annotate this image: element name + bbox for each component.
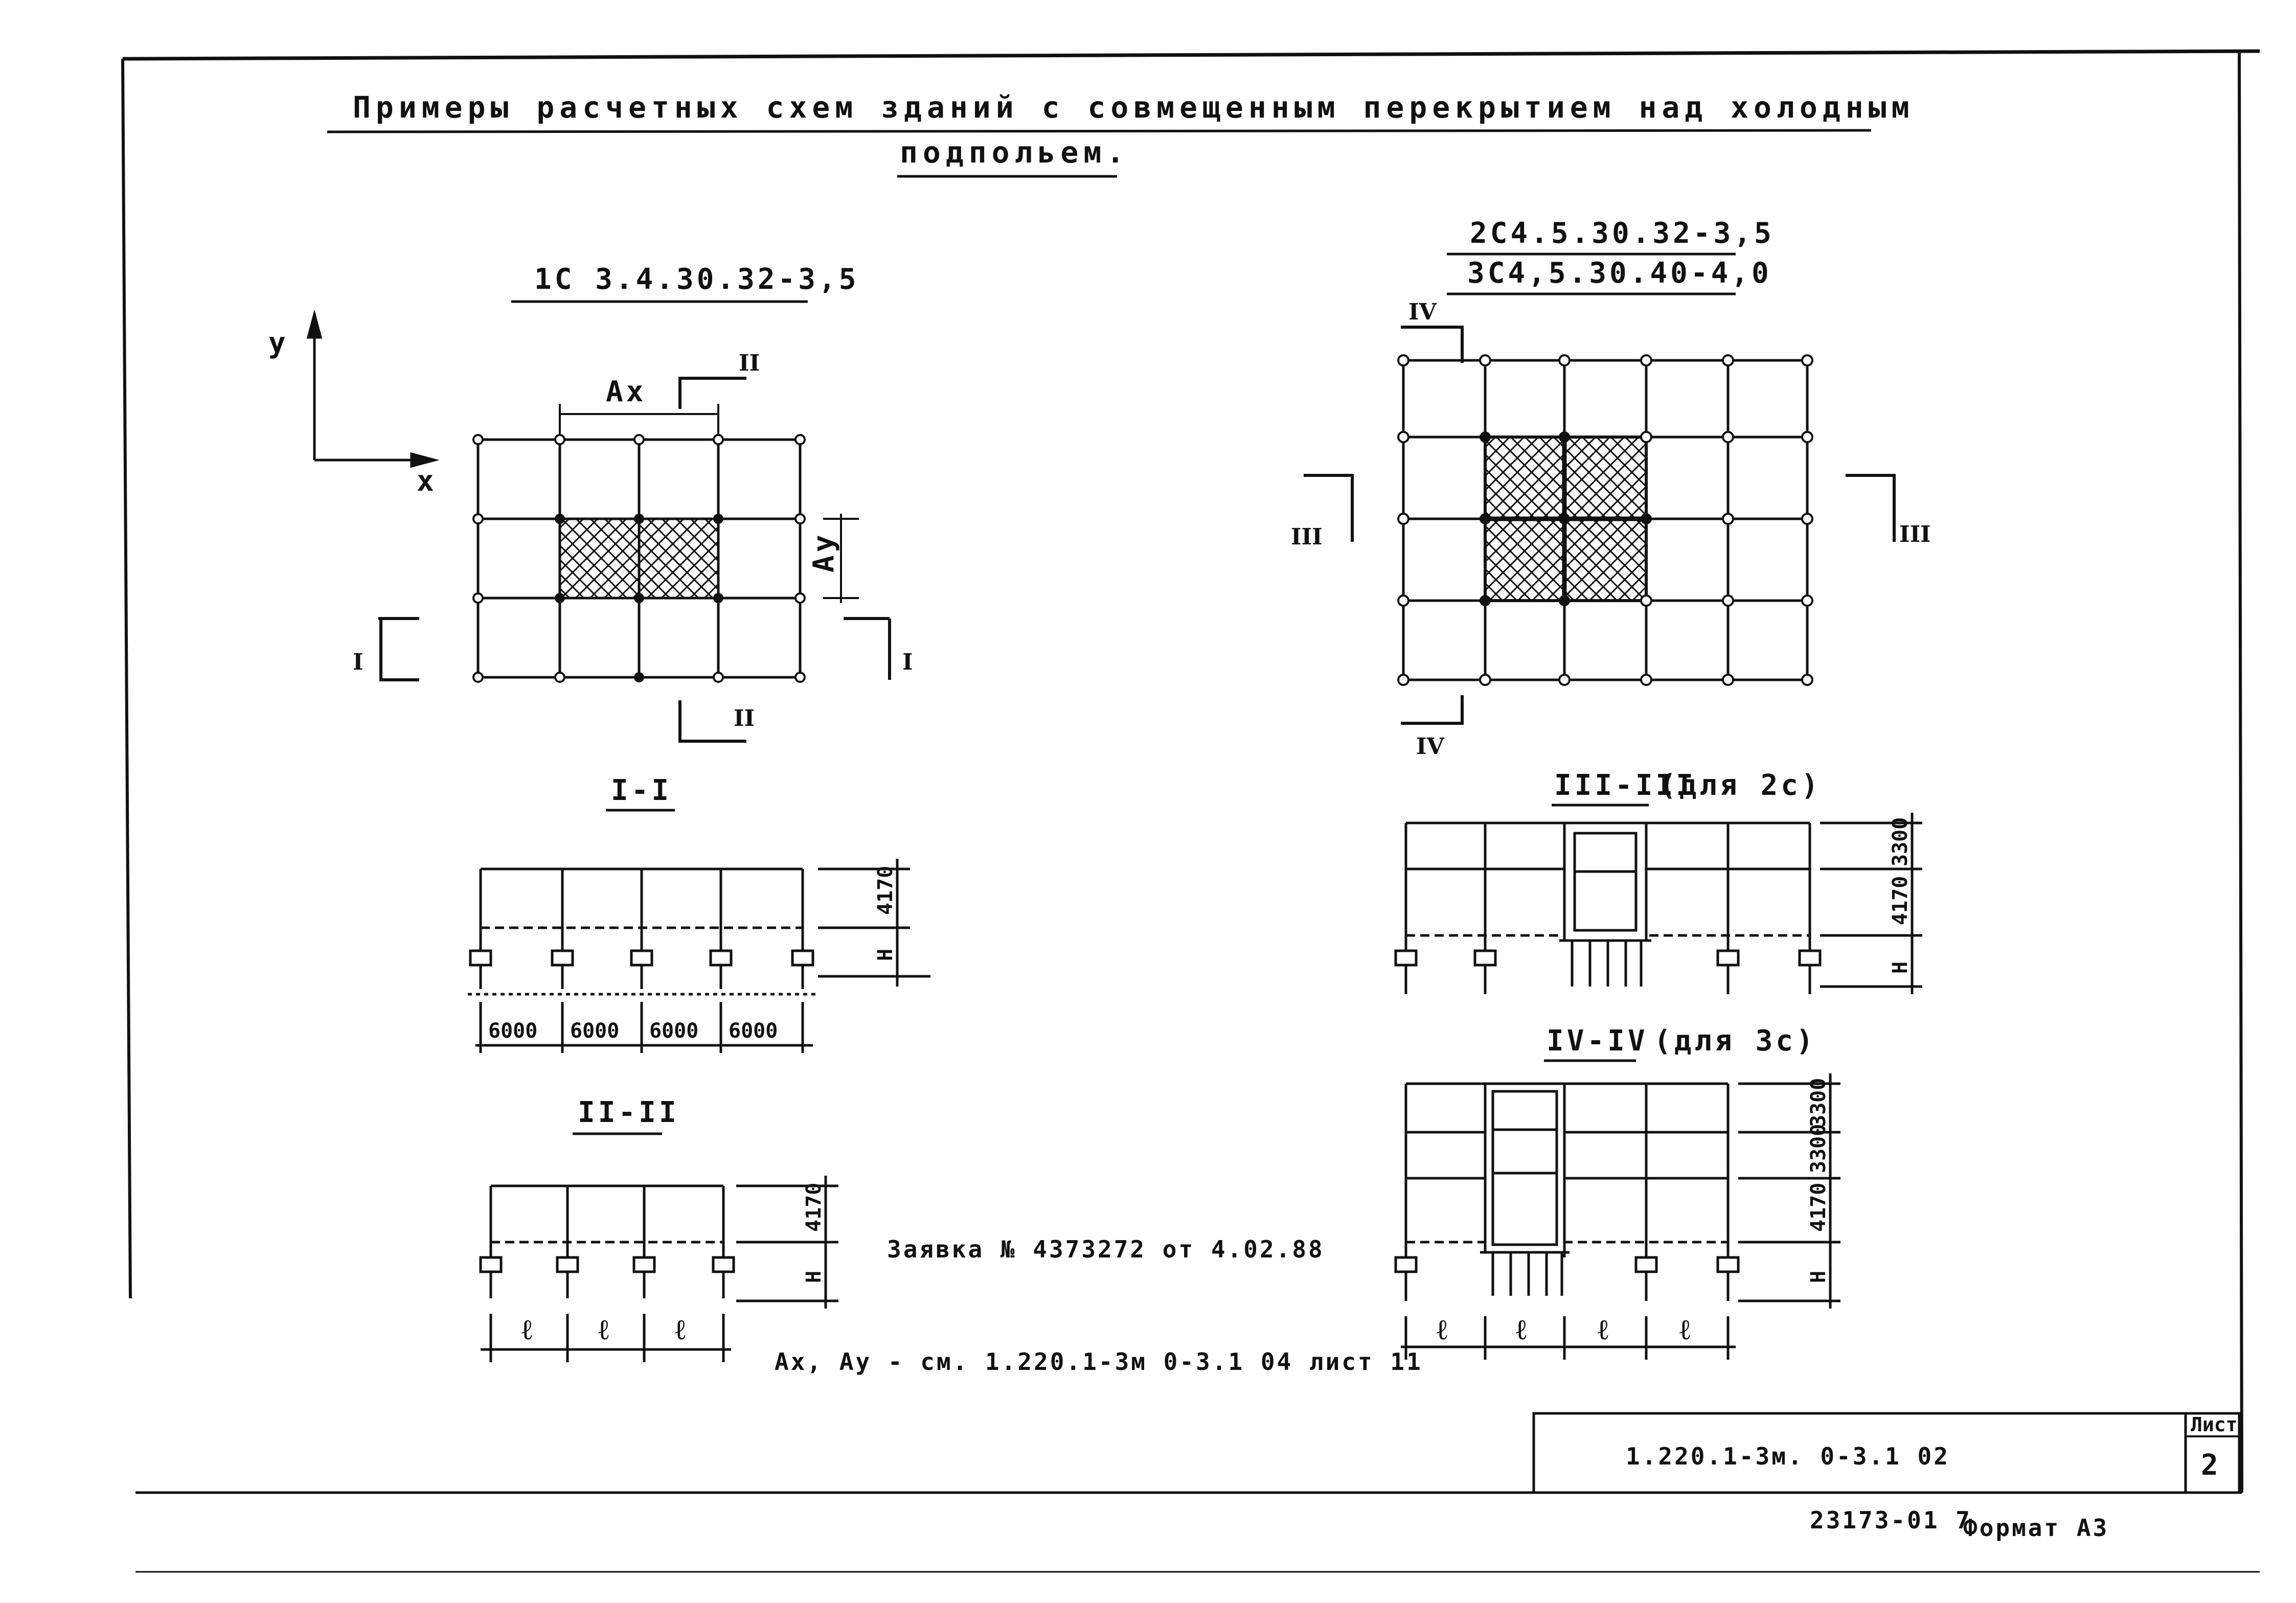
section-II-II-span: ℓ [598,1313,612,1346]
section-III-III-note: (для 2с) [1659,769,1822,802]
plan-right [1291,217,1931,760]
section-mark-IV-top: IV [1408,299,1437,325]
section-IV-IV-span: ℓ [1437,1313,1450,1346]
section-mark-IV-bottom: IV [1416,734,1444,760]
section-IV-IV-height: 4170 [1807,1182,1830,1232]
plan-left [268,263,913,741]
section-mark-I-left: I [353,649,363,675]
section-IV-IV-span: ℓ [1598,1313,1611,1346]
reference-note: Ах, Ау - см. 1.220.1-3м 0-3.1 04 лист 11 [775,1348,1423,1376]
stamp-code: 1.220.1-3м. 0-3.1 02 [1626,1442,1950,1470]
inventory-number: 23173-01 7 [1810,1506,1972,1534]
section-mark-II-top: II [739,350,760,376]
stamp-sheet-number: 2 [2201,1449,2221,1482]
span-x-dimension [560,404,718,434]
section-IV-IV-h: Н [1807,1270,1830,1283]
section-III-III-height: 4170 [1889,876,1912,925]
section-II-II [481,1096,838,1362]
section-IV-IV-note: (для 3с) [1654,1024,1816,1058]
section-I-I-h: Н [874,948,897,961]
section-I-I-span: 6000 [649,1019,699,1043]
section-IV-IV-span: ℓ [1516,1313,1530,1346]
section-III-III-height: 3300 [1889,817,1912,866]
drawing-title [327,90,1915,176]
section-I-I [468,774,930,1053]
section-mark-II-bottom: II [734,705,755,731]
span-y-label: Ау [807,532,840,572]
section-IV-IV-height: 3300 [1807,1078,1830,1127]
request-note: Заявка № 4373272 от 4.02.88 [887,1235,1325,1263]
section-IV-IV-title: IV-IV [1547,1024,1648,1058]
section-II-II-title: II-II [578,1096,679,1129]
section-I-I-span: 6000 [729,1019,778,1043]
section-IV-IV-height: 3300 [1807,1124,1830,1173]
axis-x-label: х [417,465,437,498]
plan-left-grid [478,440,800,677]
format-label: Формат А3 [1963,1514,2109,1542]
plan-right-grid [1403,360,1807,680]
span-x-label: Ах [606,375,647,408]
section-IV-IV [1396,1024,1840,1360]
section-III-III-h: Н [1889,961,1912,974]
title-line-2: подпольем. [900,135,1130,170]
section-I-I-span: 6000 [488,1019,538,1043]
plan-right-label-bottom: 3С4,5.30.40-4,0 [1467,257,1772,290]
stamp-sheet-label: Лист [2191,1413,2238,1436]
section-II-II-height: 4170 [802,1182,826,1232]
section-IV-IV-span: ℓ [1679,1313,1693,1346]
sheet-frame [123,51,2260,1572]
section-III-III [1396,769,1922,994]
section-I-I-height: 4170 [874,865,897,915]
section-II-II-span: ℓ [675,1313,689,1346]
section-I-I-title: I-I [611,774,672,807]
section-I-I-span: 6000 [570,1019,620,1043]
section-II-II-h: Н [802,1270,826,1283]
title-line-1: Примеры расчетных схем зданий с совмещенным перекрытием над холодным [353,90,1915,125]
plan-right-label-top: 2С4.5.30.32-3,5 [1470,217,1775,250]
axis-indicator [308,314,435,466]
section-III-III-title: III-III [1554,769,1697,802]
plan-left-label: 1С 3.4.30.32-3,5 [534,263,859,296]
axis-y-label: у [268,327,289,360]
section-mark-III-left: III [1291,524,1323,550]
section-mark-I-right: I [902,649,913,675]
section-II-II-span: ℓ [521,1313,535,1346]
section-mark-III-right: III [1899,521,1931,547]
